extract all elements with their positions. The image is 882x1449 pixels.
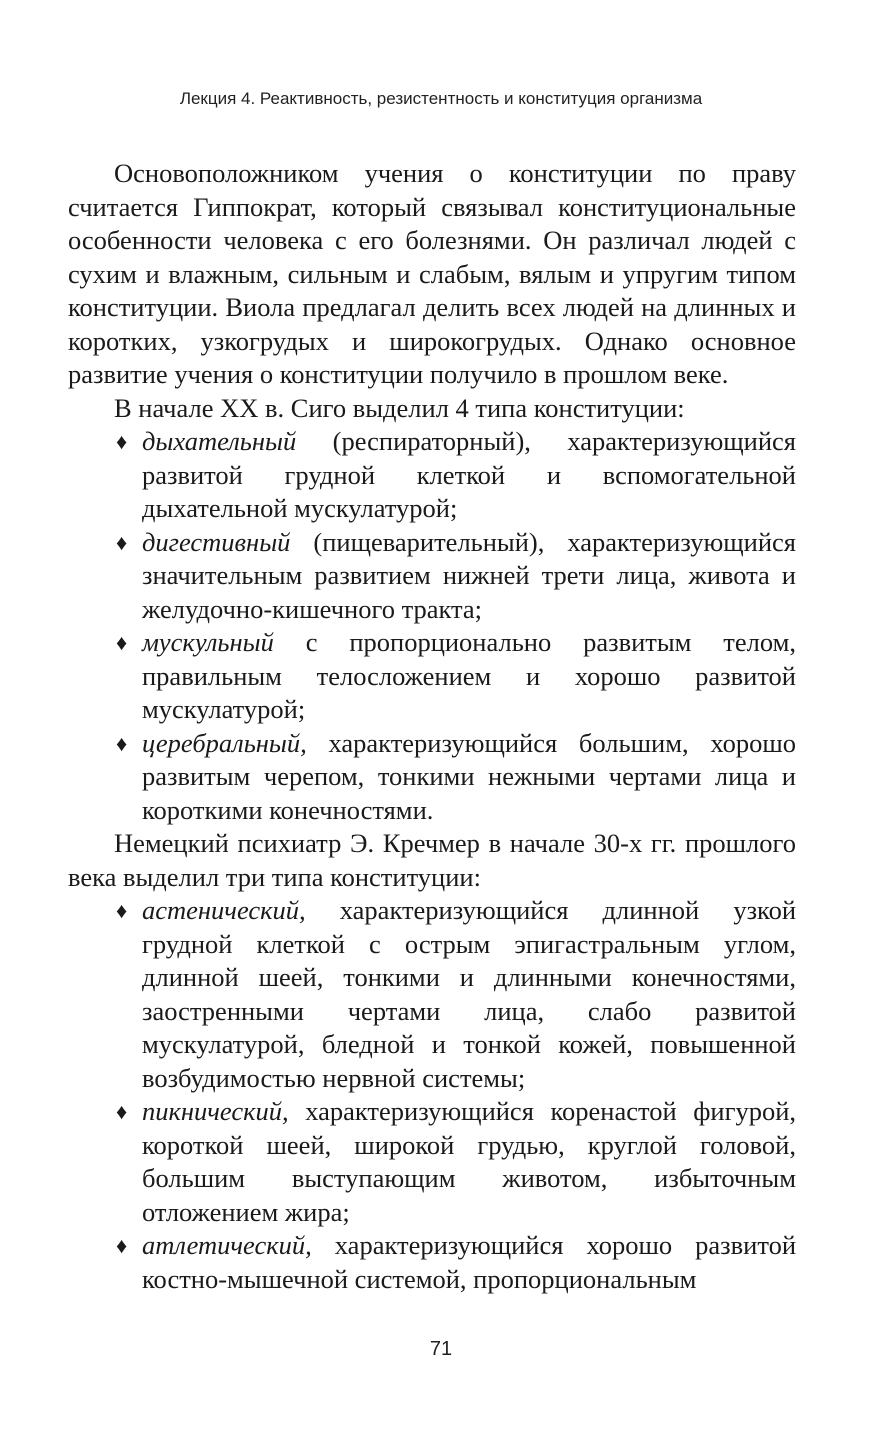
list-item [68,894,796,1095]
list-item [68,1095,796,1229]
type-term: мускульный [142,627,274,657]
list-item [68,626,796,727]
paragraph-intro: Основоположником учения о конституции по праву считается Гиппократ, который связывал конституциональные особенности человека с его болезнями. Он различал людей с сухим и влажным, сильным и слабым, вялым и упругим типом конституции. Виола предлагал делить всех людей на длинных и коротких, узкогрудых и широкогрудых. Однако основное развитие учения о конституции получило в прошлом веке. [68,158,796,389]
type-description: характеризующийся длинной узкой грудной клеткой с острым эпигастральным углом, длинной шеей, тонкими и длинными конечностями, заостренными чертами лица, слабо развитой мускулатурой, бледной и тонкой кожей, повышенной возбудимостью нервной системы; [142,895,796,1093]
type-description: (пищеварительный), характеризующийся значительным развитием нижней трети лица, живота и желудочно-кишечного тракта; [142,526,796,624]
diamond-bullet-icon: ♦ [116,1099,128,1124]
page-number: 71 [429,1338,453,1360]
type-term: дигестивный [142,526,291,557]
list-item [68,425,796,526]
sigo-types-list [68,425,796,827]
diamond-bullet-icon: ♦ [116,429,128,454]
list-item [68,1229,796,1296]
type-term: атлетический, [142,1230,312,1260]
running-head: Лекция 4. Реактивность, резистентность и конституция организма [179,89,703,108]
type-description: с пропорционально развитым телом, правильным телосложением и хорошо развитой мускулатурой; [142,627,796,724]
kretschmer-types-list [68,894,796,1296]
paragraph-kretschmer: Немецкий психиатр Э. Кречмер в начале 30-х гг. прошлого века выделил три типа конституции: [68,828,796,892]
type-term: дыхательный [142,426,297,456]
list-item [68,526,796,627]
diamond-bullet-icon: ♦ [116,730,128,756]
type-term: астенический, [142,895,306,925]
type-description: характеризующийся хорошо развитой костно-мышечной системой, пропорциональным [142,1230,796,1294]
diamond-bullet-icon: ♦ [116,630,128,655]
diamond-bullet-icon: ♦ [116,898,128,923]
diamond-bullet-icon: ♦ [116,1233,128,1258]
diamond-bullet-icon: ♦ [116,529,128,555]
type-description: (респираторный), характеризующийся развитой грудной клеткой и вспомогательной дыхательной мускулатурой; [142,426,796,523]
paragraph-sigo: В начале XX в. Сиго выделил 4 типа конституции: [114,392,685,423]
list-item [68,727,796,828]
page-body [68,157,796,1296]
type-description: характеризующийся коренастой фигурой, короткой шеей, широкой грудью, круглой головой, большим выступающим животом, избыточным отложением жира; [142,1096,796,1227]
type-term: пикнический, [142,1096,289,1126]
type-description: характеризующийся большим, хорошо развитым черепом, тонкими нежными чертами лица и короткими конечностями. [142,727,796,825]
type-term: церебральный, [142,727,307,758]
